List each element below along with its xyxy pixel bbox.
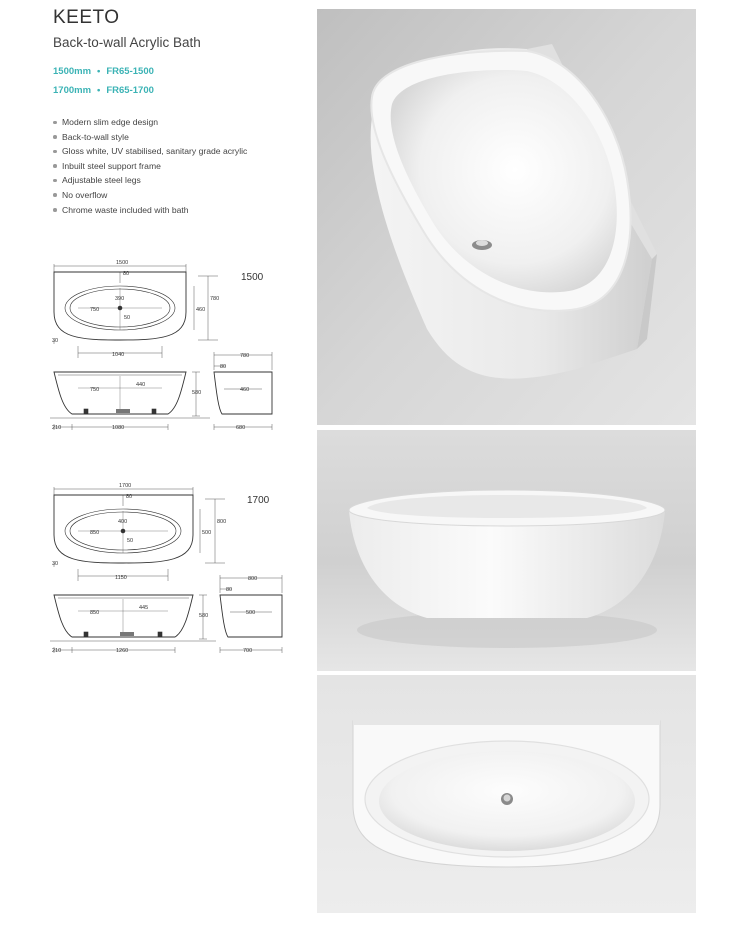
dim-elev-length: 850 [90,610,100,616]
photo-top-view [317,675,696,913]
model-line-1700 [53,85,154,96]
dim-inner-width: 400 [118,519,128,525]
dim-waste: 50 [127,538,134,544]
dim-rim: 80 [126,494,133,500]
technical-drawing-1500 [50,258,275,438]
dim-height: 580 [192,390,202,396]
dim-side-width: 780 [240,353,250,359]
dim-depth: 780 [210,296,220,302]
dim-inner-depth: 460 [196,307,206,313]
dim-inner-depth: 500 [202,530,212,536]
dim-base-length: 1150 [115,575,127,581]
dim-waste-offset: 210 [52,425,62,431]
model-line-1500 [53,66,154,77]
dim-inner-width: 390 [115,296,125,302]
dim-side-offset: 30 [52,338,59,344]
model-separator: • [97,85,101,96]
dim-height: 580 [199,613,209,619]
model-code: FR65-1700 [106,85,154,96]
drawing-size-label: 1500 [241,272,264,283]
model-separator: • [97,66,101,77]
front-elevation [50,372,210,430]
plan-view [54,487,225,581]
dim-elev-length: 750 [90,387,100,393]
feature-item: Chrome waste included with bath [53,203,247,218]
dim-floor-length: 1260 [116,648,129,654]
dim-side-rim: 80 [226,587,233,593]
dim-waste-offset: 210 [52,648,62,654]
model-size: 1700mm [53,85,92,96]
feature-item: Modern slim edge design [53,115,247,130]
dim-side-inner: 460 [240,387,250,393]
dim-depth: 800 [217,519,227,525]
dim-inner-height: 445 [139,605,149,611]
dim-side-rim: 80 [220,364,227,370]
dim-inner-height: 440 [136,382,146,388]
plan-view [54,264,218,358]
feature-item: Adjustable steel legs [53,173,247,188]
front-elevation [50,595,216,653]
dim-side-width: 800 [248,576,258,582]
dim-length: 1500 [116,260,129,266]
dim-length: 1700 [119,483,132,489]
dim-waste: 50 [124,315,131,321]
model-size: 1500mm [53,66,92,77]
photo-angled-view [317,9,696,425]
dim-inner-length: 750 [90,307,100,313]
feature-item: Back-to-wall style [53,130,247,145]
photo-front-view [317,430,696,671]
model-code: FR65-1500 [106,66,154,77]
dim-inner-length: 850 [90,530,100,536]
dim-base-length: 1040 [112,352,125,358]
dim-side-inner: 500 [246,610,256,616]
feature-list [53,115,247,217]
dim-side-floor: 700 [243,648,253,654]
product-subtitle: Back-to-wall Acrylic Bath [53,35,201,50]
feature-item: Inbuilt steel support frame [53,159,247,174]
dim-side-floor: 680 [236,425,246,431]
product-title: KEETO [53,7,120,28]
feature-item: No overflow [53,188,247,203]
dim-side-offset: 30 [52,561,59,567]
technical-drawing-1700 [50,481,285,661]
dim-rim: 80 [123,271,130,277]
dim-floor-length: 1080 [112,425,125,431]
feature-item: Gloss white, UV stabilised, sanitary grade acrylic [53,144,247,159]
drawing-size-label: 1700 [247,495,270,506]
